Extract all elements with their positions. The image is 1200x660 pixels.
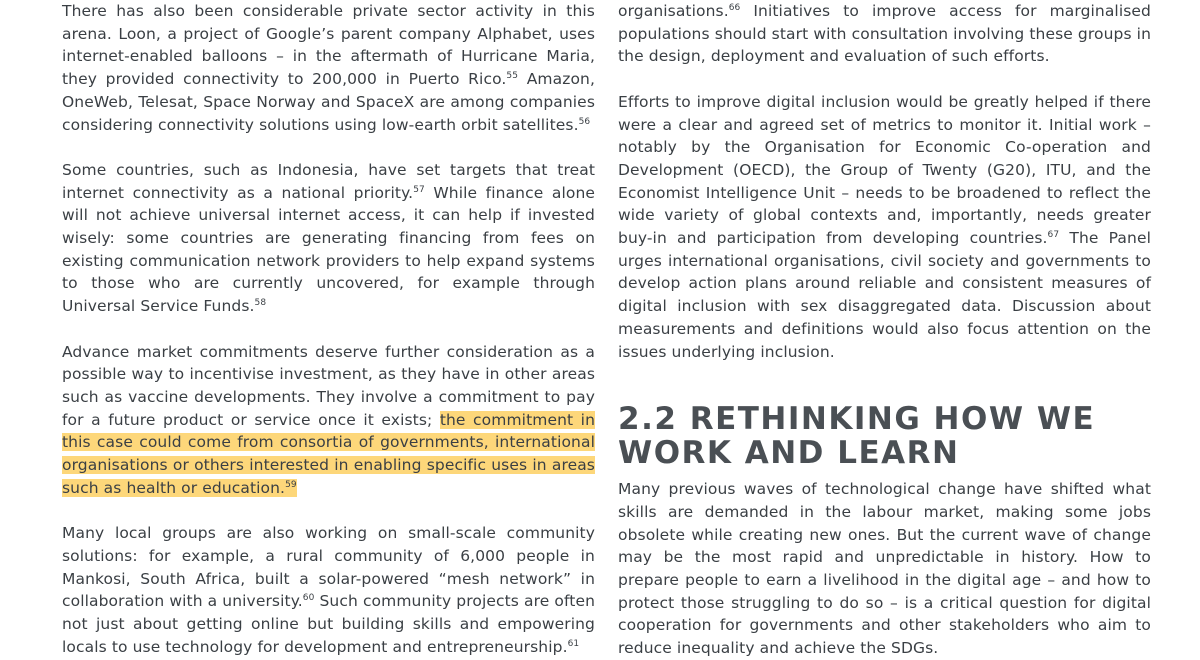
paragraph-text: Some countries, such as Indonesia, have set targets that treat internet connectivity as a national priority. — [62, 160, 595, 202]
footnote-ref-55[interactable]: 55 — [506, 71, 519, 82]
footnote-ref-59[interactable]: 59 — [285, 479, 297, 490]
paragraph-text: organisations. — [618, 2, 729, 20]
right-column — [618, 0, 1151, 660]
paragraph-rethinking — [618, 478, 1151, 660]
paragraph-advance-market — [62, 341, 595, 500]
paragraph-text: Such community projects are often not just about getting online but building skills and empowering locals to use technology for development and entrepreneurship. — [62, 592, 596, 656]
paragraph-text: Efforts to improve digital inclusion would be greatly helped if there were a clear and agreed set of metrics to monitor it. Initial work – notably by the Organisation for Economic Co-operation and Development (OECD), the Group of Twenty (G20), ITU, and the Economist Intelligence Unit – needs to be broadened to reflect the wide variety of global contexts and, importantly, needs greater buy-in and participation from developing countries. — [618, 92, 1151, 248]
footnote-ref-58[interactable]: 58 — [254, 298, 267, 309]
footnote-ref-56[interactable]: 56 — [578, 116, 591, 127]
paragraph-text: While finance alone will not achieve universal internet access, it can help if invested wisely: some countries are generating financing from fees on existing communication network providers to help expand systems to those who are currently uncovered, for example through Universal Service Funds. — [62, 183, 596, 316]
paragraph-text: Advance market commitments deserve further consideration as a possible way to incentivise investment, as they have in other areas such as vaccine developments. They involve a commitment to pay for a future product or service once it exists; — [62, 342, 595, 429]
paragraph-text: Many local groups are also working on small-scale community solutions: for example, a rural community of 6,000 people in Mankosi, South Africa, built a solar-powered “mesh network” in collaboration with a university. — [62, 524, 595, 611]
paragraph-text: Amazon, OneWeb, Telesat, Space Norway and SpaceX are among companies considering connectivity solutions using low-earth orbit satellites. — [62, 70, 595, 134]
footnote-ref-67[interactable]: 67 — [1047, 230, 1060, 241]
paragraph-marginalised — [618, 0, 1151, 68]
paragraph-text: Initiatives to improve access for marginalised populations should start with consultation involving these groups in the design, deployment and evaluation of such efforts. — [618, 2, 1151, 66]
paragraph-metrics — [618, 91, 1151, 363]
footnote-ref-66[interactable]: 66 — [728, 3, 741, 13]
paragraph-text: Many previous waves of technological change have shifted what skills are demanded in the labour market, making some jobs obsolete while creating new ones. But the current wave of change may be the most rapid and unpredictable in history. How to prepare people to earn a livelihood in the digital age – and how to protect those struggling to do so – is a critical question for digital cooperation for governments and other stakeholders who aim to reduce inequality and achieve the SDGs. — [618, 480, 1151, 658]
paragraph-text: The Panel urges international organisations, civil society and governments to develop action plans around reliable and consistent measures of digital inclusion with sex disaggregated data. Discussion about measurements and definitions would also focus attention on the issues underlying inclusion. — [618, 229, 1151, 361]
paragraph-local-groups — [62, 522, 595, 658]
section-heading: 2.2 RETHINKING HOW WE WORK AND LEARN — [618, 401, 1096, 472]
highlighted-sentence: the commitment in this case could come from consortia of governments, international organisations or others interested in enabling specific uses in areas such as health or education. — [62, 410, 596, 497]
paragraph-national-priority — [62, 159, 595, 318]
paragraph-text: There has also been considerable private sector activity in this arena. Loon, a project of Google’s parent company Alphabet, uses internet-enabled balloons – in the aftermath of Hurricane Maria, they provided connectivity to 200,000 in Puerto Rico. — [62, 2, 595, 89]
footnote-ref-60[interactable]: 60 — [302, 593, 315, 604]
paragraph-private-sector — [62, 0, 595, 136]
footnote-ref-57[interactable]: 57 — [413, 184, 425, 195]
footnote-ref-61[interactable]: 61 — [567, 638, 580, 649]
left-column — [62, 0, 595, 658]
